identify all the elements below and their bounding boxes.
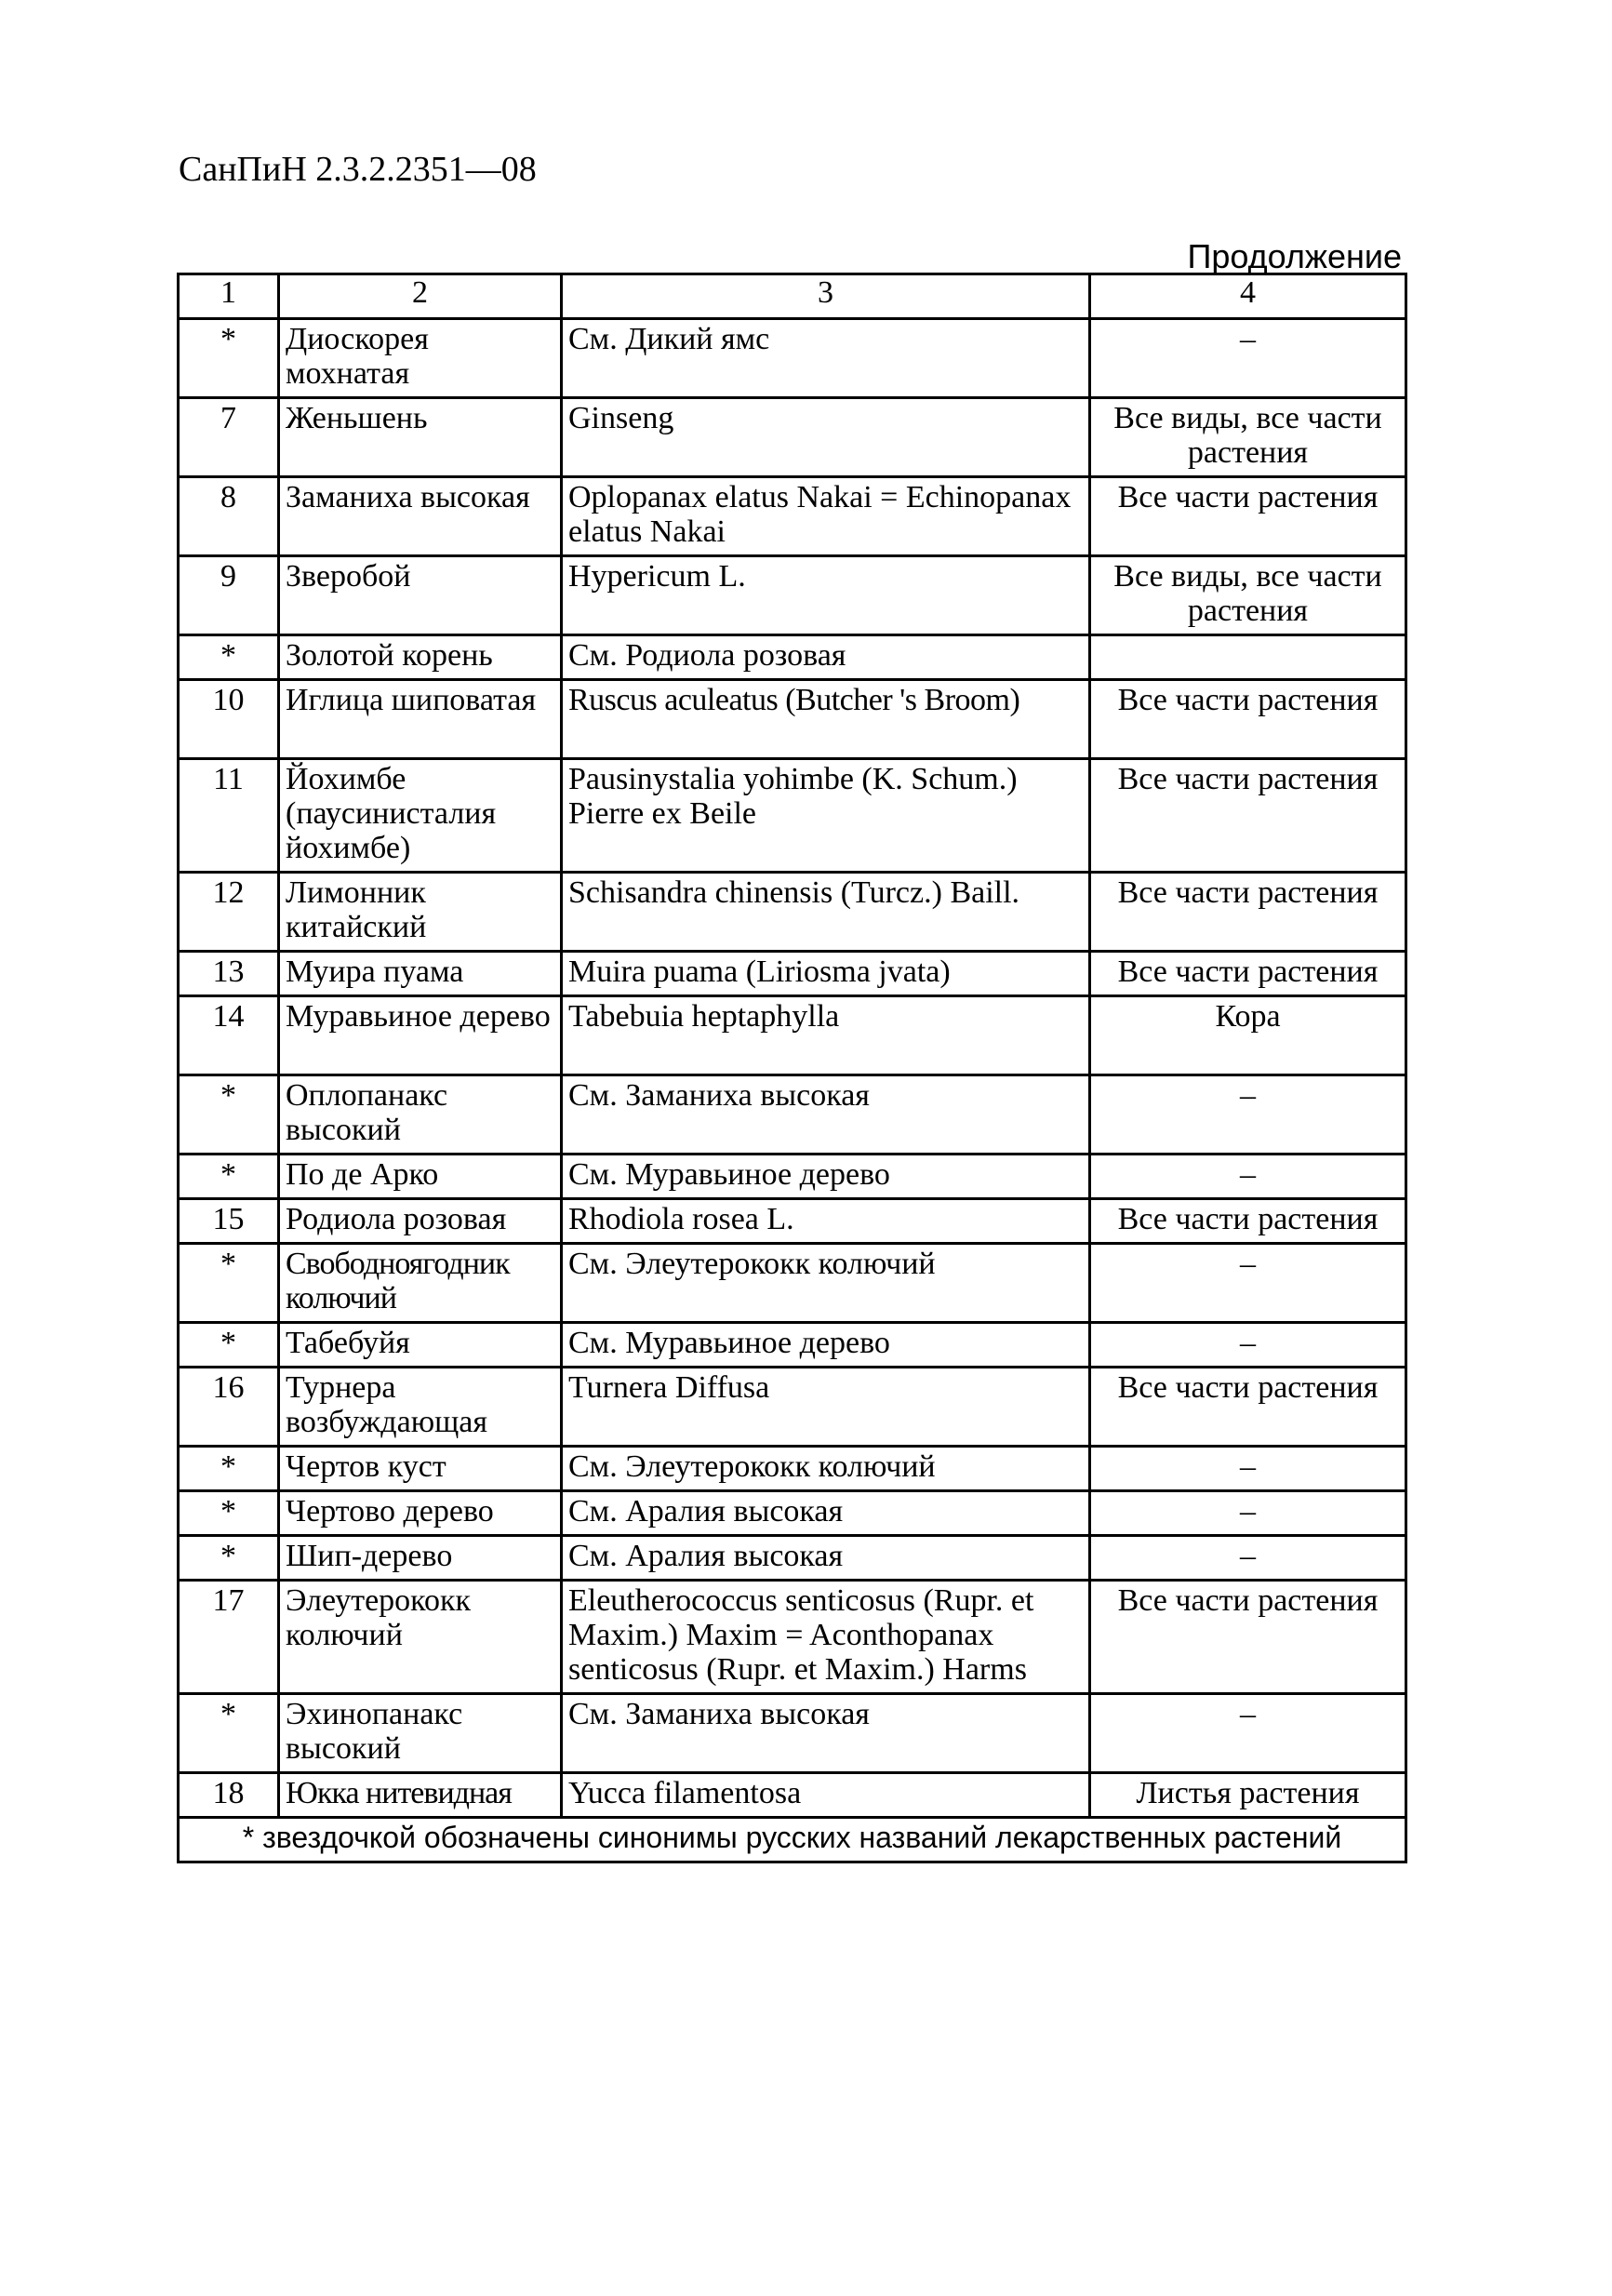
russian-name: Зверобой [279,556,562,635]
table-row [179,1323,1406,1368]
table-row [179,635,1406,680]
plant-part: Все части растения [1090,1368,1406,1447]
latin-name: См. Заманиха высокая [562,1075,1090,1155]
russian-name: Йохимбе (паусинисталия йохимбе) [279,759,562,873]
russian-name: Лимонник китайский [279,873,562,952]
row-number: 14 [179,996,279,1075]
table-row [179,319,1406,398]
plant-part: Все части растения [1090,477,1406,556]
plant-part: Все части растения [1090,759,1406,873]
row-number: 9 [179,556,279,635]
russian-name: Иглица шиповатая [279,680,562,759]
latin-name: См. Элеутерококк колючий [562,1447,1090,1491]
plant-part: Все виды, все части растения [1090,398,1406,477]
latin-name: Ginseng [562,398,1090,477]
plant-part: Все части растения [1090,1199,1406,1244]
column-header: 1 [179,274,279,319]
russian-name: Муира пуама [279,952,562,996]
column-header: 2 [279,274,562,319]
latin-name: Schisandra chinensis (Turcz.) Baill. [562,873,1090,952]
plant-part: – [1090,319,1406,398]
table-row [179,1075,1406,1155]
russian-name: Муравьиное дерево [279,996,562,1075]
russian-name: Диоскорея мохнатая [279,319,562,398]
table-row [179,952,1406,996]
row-number: * [179,1491,279,1536]
russian-name: Шип-дерево [279,1536,562,1581]
plant-part: – [1090,1155,1406,1199]
latin-name: См. Муравьиное дерево [562,1323,1090,1368]
footnote: * звездочкой обозначены синонимы русских названий лекарственных растений [179,1818,1406,1862]
plant-part: – [1090,1491,1406,1536]
row-number: * [179,1244,279,1323]
row-number: * [179,1447,279,1491]
row-number: 16 [179,1368,279,1447]
latin-name: Muira puama (Liriosma jvata) [562,952,1090,996]
russian-name: По де Арко [279,1155,562,1199]
plant-part: – [1090,1536,1406,1581]
russian-name: Юкка нитевидная [279,1773,562,1818]
russian-name: Чертово дерево [279,1491,562,1536]
plant-part: Кора [1090,996,1406,1075]
row-number: 15 [179,1199,279,1244]
latin-name: Ruscus aculeatus (Butcher 's Broom) [562,680,1090,759]
latin-name: Turnera Diffusa [562,1368,1090,1447]
footnote-row [179,1818,1406,1862]
plant-part: – [1090,1075,1406,1155]
plant-part [1090,635,1406,680]
latin-name: Tabebuia heptaphylla [562,996,1090,1075]
russian-name: Эхинопанакс высокий [279,1694,562,1773]
plant-part: – [1090,1694,1406,1773]
row-number: 7 [179,398,279,477]
latin-name: Eleutherococcus senticosus (Rupr. et Maxim.) Maxim = Aconthopanax senticosus (Rupr. et Maxim.) Harms [562,1581,1090,1694]
continuation-label: Продолжение [1187,237,1402,275]
table-row [179,1694,1406,1773]
row-number: * [179,635,279,680]
table-row [179,1491,1406,1536]
row-number: 10 [179,680,279,759]
latin-name: См. Дикий ямс [562,319,1090,398]
table-row [179,477,1406,556]
russian-name: Женьшень [279,398,562,477]
plant-part: Листья растения [1090,1773,1406,1818]
row-number: * [179,1323,279,1368]
russian-name: Элеутерококк колючий [279,1581,562,1694]
table-row [179,680,1406,759]
latin-name: См. Родиола розовая [562,635,1090,680]
russian-name: Заманиха высокая [279,477,562,556]
table-row [179,556,1406,635]
plant-part: Все части растения [1090,873,1406,952]
table-row [179,1773,1406,1818]
row-number: 17 [179,1581,279,1694]
row-number: 13 [179,952,279,996]
column-header: 4 [1090,274,1406,319]
row-number: 8 [179,477,279,556]
plant-part: Все части растения [1090,952,1406,996]
russian-name: Турнера возбуждающая [279,1368,562,1447]
document-id: СанПиН 2.3.2.2351—08 [179,150,537,189]
row-number: * [179,319,279,398]
plant-part: – [1090,1244,1406,1323]
table-row [179,1244,1406,1323]
latin-name: Hypericum L. [562,556,1090,635]
plant-part: Все виды, все части растения [1090,556,1406,635]
row-number: * [179,1694,279,1773]
plant-part: Все части растения [1090,1581,1406,1694]
table-body [179,274,1406,1862]
column-header: 3 [562,274,1090,319]
latin-name: Oplopanax elatus Nakai = Echinopanax elatus Nakai [562,477,1090,556]
plant-part: – [1090,1323,1406,1368]
table-header-row [179,274,1406,319]
russian-name: Родиола розовая [279,1199,562,1244]
table-row [179,1368,1406,1447]
plant-part: Все части растения [1090,680,1406,759]
table-row [179,1536,1406,1581]
latin-name: См. Муравьиное дерево [562,1155,1090,1199]
row-number: * [179,1155,279,1199]
latin-name: Rhodiola rosea L. [562,1199,1090,1244]
latin-name: См. Элеутерококк колючий [562,1244,1090,1323]
latin-name: См. Аралия высокая [562,1491,1090,1536]
row-number: * [179,1075,279,1155]
latin-name: См. Заманиха высокая [562,1694,1090,1773]
row-number: * [179,1536,279,1581]
latin-name: Yucca filamentosa [562,1773,1090,1818]
row-number: 18 [179,1773,279,1818]
russian-name: Золотой корень [279,635,562,680]
plants-table [177,273,1407,1863]
plant-part: – [1090,1447,1406,1491]
table-row [179,996,1406,1075]
russian-name: Оплопанакс высокий [279,1075,562,1155]
table-row [179,1155,1406,1199]
table-row [179,1447,1406,1491]
russian-name: Табебуйя [279,1323,562,1368]
latin-name: Pausinystalia yohimbe (K. Schum.) Pierre ex Beile [562,759,1090,873]
table-row [179,759,1406,873]
row-number: 12 [179,873,279,952]
table-row [179,1581,1406,1694]
latin-name: См. Аралия высокая [562,1536,1090,1581]
russian-name: Чертов куст [279,1447,562,1491]
russian-name: Свободноягодник колючий [279,1244,562,1323]
table-row [179,1199,1406,1244]
row-number: 11 [179,759,279,873]
table-row [179,398,1406,477]
table-row [179,873,1406,952]
